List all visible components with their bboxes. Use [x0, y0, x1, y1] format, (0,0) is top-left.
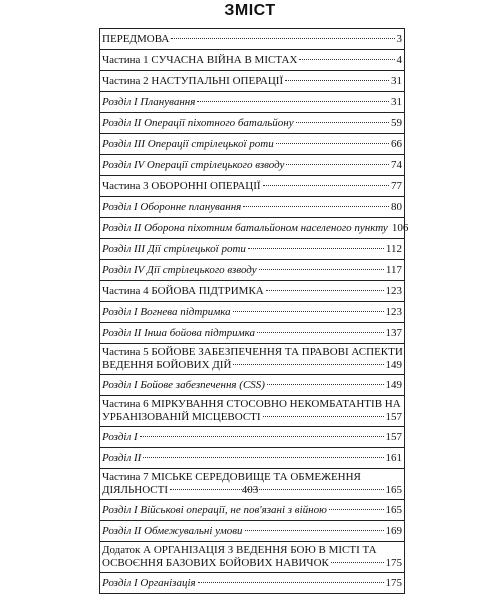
toc-entry-page: 112: [385, 243, 402, 255]
toc-entry-title: Частина 7 МІСЬКЕ СЕРЕДОВИЩЕ ТА ОБМЕЖЕННЯ: [102, 471, 361, 483]
toc-entry: [100, 280, 404, 301]
toc-entry-title: Частина 5 БОЙОВЕ ЗАБЕЗПЕЧЕННЯ ТА ПРАВОВІ АСПЕКТИ: [102, 346, 403, 358]
toc-entry-title: Розділ ІІІ Дії стрілецької роти: [102, 243, 246, 255]
toc-entry-title: Розділ ІІ Обмежувальні умови: [102, 525, 243, 537]
toc-entry-page: 3: [396, 33, 402, 45]
toc-entry-page: 175: [385, 577, 402, 589]
toc-entry-page: 149: [385, 359, 402, 371]
dot-leader: [263, 415, 384, 417]
page-number: 403: [241, 484, 259, 496]
dot-leader: [143, 456, 383, 458]
toc-entry: [100, 541, 404, 572]
toc-entry: [100, 374, 404, 395]
toc-entry-page: 175: [385, 557, 402, 569]
dot-leader: [267, 383, 384, 385]
toc-entry-title-continued: ОСВОЄННЯ БАЗОВИХ БОЙОВИХ НАВИЧОК: [102, 557, 329, 569]
toc-entry: [100, 70, 404, 91]
toc-entry-page: 123: [385, 306, 402, 318]
toc-entry: [100, 343, 404, 374]
toc-entry-page: 165: [385, 504, 402, 516]
dot-leader: [245, 529, 384, 531]
toc-entry: [100, 112, 404, 133]
toc-entry-title: Частина 3 ОБОРОННІ ОПЕРАЦІЇ: [102, 180, 261, 192]
toc-entry-title: Розділ І Вогнева підтримка: [102, 306, 231, 318]
dot-leader: [296, 121, 389, 123]
toc-entry: [100, 154, 404, 175]
toc-entry-title: Частина 4 БОЙОВА ПІДТРИМКА: [102, 285, 264, 297]
toc-entry-title: Розділ ІІ: [102, 452, 142, 464]
dot-leader: [233, 363, 383, 365]
toc-entry-title: Розділ ІІ Інша бойова підтримка: [102, 327, 256, 339]
toc-entry: [100, 301, 404, 322]
toc-entry-title: Частина 6 МІРКУВАННЯ СТОСОВНО НЕКОМБАТАНТІВ НА: [102, 398, 401, 410]
toc-entry-title: ПЕРЕДМОВА: [102, 33, 170, 45]
toc-entry-title: Розділ І: [102, 431, 138, 443]
dot-leader: [233, 310, 384, 312]
dot-leader: [285, 79, 389, 81]
toc-entry-page: 4: [396, 54, 402, 66]
dot-leader: [243, 205, 389, 207]
toc-entry-title: Розділ І Бойове забезпечення (CSS): [102, 379, 265, 391]
dot-leader: [276, 142, 389, 144]
toc-entry: [100, 91, 404, 112]
toc-entry-title: Розділ І Оборонне планування: [102, 201, 242, 213]
toc-entry: [100, 238, 404, 259]
dot-leader: [257, 331, 383, 333]
dot-leader: [263, 184, 389, 186]
toc-entry: [100, 572, 404, 593]
toc-entry-page: 117: [385, 264, 402, 276]
toc-entry: [100, 28, 404, 49]
toc-entry-title: Розділ IV Дії стрілецького взводу: [102, 264, 257, 276]
toc-entry-title: Розділ І Організація: [102, 577, 196, 589]
dot-leader: [171, 37, 394, 39]
dot-leader: [259, 268, 384, 270]
toc-entry-page: 77: [391, 180, 402, 192]
toc-entry-page: 169: [385, 525, 402, 537]
toc-entry-title-continued: ВЕДЕННЯ БОЙОВИХ ДІЙ: [102, 359, 232, 371]
toc-entry-title-continued: ДІЯЛЬНОСТІ: [102, 484, 169, 496]
dot-leader: [331, 561, 384, 563]
dot-leader: [140, 435, 384, 437]
toc-entry-page: 165: [385, 484, 402, 496]
toc-entry-page: 31: [391, 96, 402, 108]
toc-entry: [100, 520, 404, 541]
toc-entry-page: 31: [391, 75, 402, 87]
toc-entry-title-continued: УРБАНІЗОВАНІЙ МІСЦЕВОСТІ: [102, 411, 261, 423]
toc-entry: [100, 133, 404, 154]
toc-entry-title: Розділ ІІ Оборона піхотним батальйоном населеного пункту: [102, 222, 388, 234]
toc-entry: [100, 426, 404, 447]
toc-entry-title: Частина 1 СУЧАСНА ВІЙНА В МІСТАХ: [102, 54, 298, 66]
toc-entry-page: 137: [385, 327, 402, 339]
toc-entry-page: 80: [391, 201, 402, 213]
toc-entry-title: Частина 2 НАСТУПАЛЬНІ ОПЕРАЦІЇ: [102, 75, 284, 87]
toc-entry: [100, 217, 409, 238]
toc-entry: [100, 175, 404, 196]
toc-entry-title: Розділ ІІ Операції піхотного батальйону: [102, 117, 294, 129]
toc-entry-title: Розділ IV Операції стрілецького взводу: [102, 159, 285, 171]
dot-leader: [248, 247, 384, 249]
toc-entry: [100, 49, 404, 70]
dot-leader: [198, 581, 384, 583]
toc-entry: [100, 196, 404, 217]
toc-entry-title: Додаток А ОРГАНІЗАЦІЯ З ВЕДЕННЯ БОЮ В МІСТІ ТА: [102, 544, 377, 556]
toc-entry-page: 157: [385, 411, 402, 423]
toc-entry-page: 66: [391, 138, 402, 150]
toc-entry: [100, 499, 404, 520]
toc-entry-title: Розділ ІІІ Операції стрілецької роти: [102, 138, 274, 150]
toc-entry-page: 59: [391, 117, 402, 129]
toc-entry-page: 157: [385, 431, 402, 443]
dot-leader: [266, 289, 384, 291]
toc-entry-page: 123: [385, 285, 402, 297]
toc-entry: [100, 447, 404, 468]
toc-entry-page: 161: [385, 452, 402, 464]
toc-entry-title: Розділ І Військові операції, не пов'язані з війною: [102, 504, 327, 516]
page-title: ЗМІСТ: [224, 2, 276, 19]
toc-entry: [100, 322, 404, 343]
toc-entry-page: 149: [385, 379, 402, 391]
toc-entry-title: Розділ І Планування: [102, 96, 196, 108]
toc-entry-page: 106: [391, 222, 409, 234]
toc-entry-page: 74: [391, 159, 402, 171]
dot-leader: [299, 58, 394, 60]
table-of-contents: [99, 28, 409, 594]
dot-leader: [286, 163, 389, 165]
dot-leader: [197, 100, 389, 102]
toc-entry: [100, 395, 404, 426]
toc-entry: [100, 259, 404, 280]
dot-leader: [329, 508, 384, 510]
